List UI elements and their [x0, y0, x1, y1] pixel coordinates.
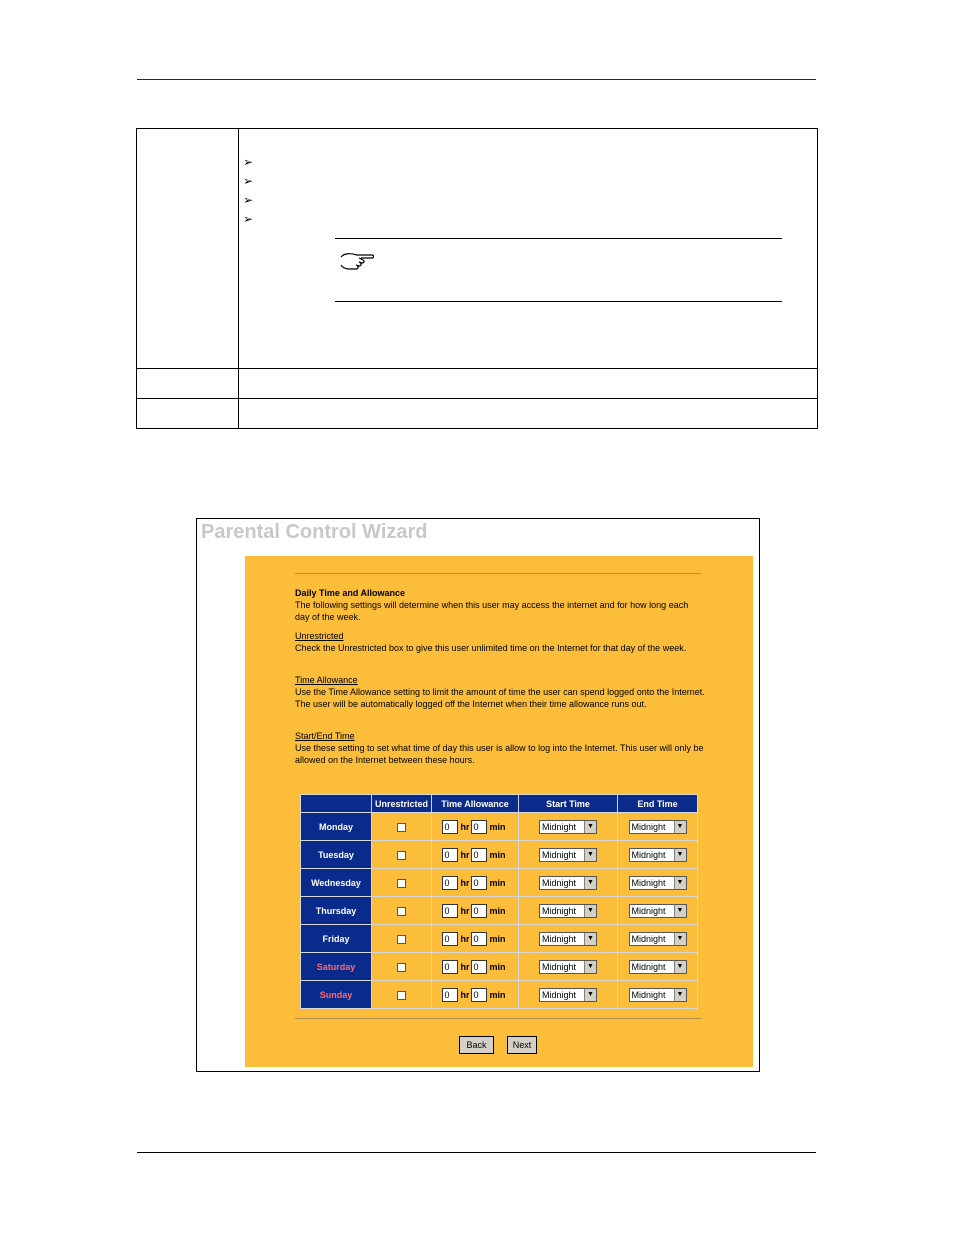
min-label: min — [489, 989, 506, 1000]
start-time-select[interactable] — [539, 960, 597, 974]
time-allowance-text: Use the Time Allowance setting to limit the amount of time the user can spend logged onto the Internet. The user will be automatically logged off the Internet when their time allowance runs out. — [295, 687, 705, 709]
hours-input[interactable]: 0 — [442, 876, 458, 890]
time-allowance-cell — [432, 813, 519, 841]
unrestricted-cell — [372, 953, 432, 981]
end-time-cell — [618, 953, 698, 981]
intro-text: The following settings will determine when this user may access the internet and for how long each day of the week. — [295, 600, 689, 622]
end-time-cell — [618, 925, 698, 953]
end-time-value: Midnight — [631, 877, 666, 888]
unrestricted-cell — [372, 925, 432, 953]
wizard-panel — [245, 556, 753, 1067]
panel-top-rule — [295, 573, 701, 574]
unrestricted-cell — [372, 813, 432, 841]
unrestricted-cell — [372, 869, 432, 897]
start-end-text: Use these setting to set what time of day this user is allow to log into the Internet. This user will only be allowed on the Internet between these hours. — [295, 743, 704, 765]
table-row — [301, 925, 698, 953]
start-end-time-link[interactable]: Start/End Time — [295, 731, 355, 741]
start-time-cell — [519, 869, 618, 897]
dropdown-arrow-icon[interactable]: ▼ — [674, 905, 686, 917]
unrestricted-checkbox[interactable] — [397, 879, 406, 888]
schedule-table — [300, 794, 698, 1009]
end-time-select[interactable] — [629, 932, 687, 946]
day-label: Sunday — [301, 981, 372, 1009]
hours-input[interactable]: 0 — [442, 988, 458, 1002]
arrow-bullet-icon: ➢ — [243, 193, 254, 207]
end-time-select[interactable] — [629, 904, 687, 918]
end-time-select[interactable] — [629, 960, 687, 974]
dropdown-arrow-icon[interactable]: ▼ — [674, 849, 686, 861]
pointing-hand-icon — [339, 247, 375, 273]
time-allowance-cell — [432, 981, 519, 1009]
section-heading: Daily Time and Allowance — [295, 588, 406, 598]
panel-bottom-rule — [295, 1018, 701, 1019]
dropdown-arrow-icon[interactable]: ▼ — [674, 933, 686, 945]
unrestricted-link[interactable]: Unrestricted — [295, 631, 344, 641]
note-bottom-rule — [335, 301, 782, 302]
hr-label: hr — [460, 989, 470, 1000]
end-time-select[interactable] — [629, 988, 687, 1002]
table-row-divider — [137, 398, 817, 399]
dropdown-arrow-icon[interactable]: ▼ — [584, 905, 596, 917]
time-allowance-cell — [432, 869, 519, 897]
header-unrestricted: Unrestricted — [372, 795, 432, 813]
start-time-value: Midnight — [542, 989, 577, 1000]
table-row — [301, 981, 698, 1009]
wizard-title: Parental Control Wizard — [201, 521, 428, 543]
unrestricted-checkbox[interactable] — [397, 991, 406, 1000]
hr-label: hr — [460, 849, 470, 860]
end-time-cell — [618, 869, 698, 897]
dropdown-arrow-icon[interactable]: ▼ — [584, 989, 596, 1001]
hr-label: hr — [460, 961, 470, 972]
dropdown-arrow-icon[interactable]: ▼ — [584, 877, 596, 889]
start-time-cell — [519, 813, 618, 841]
start-time-cell — [519, 841, 618, 869]
start-time-select[interactable] — [539, 820, 597, 834]
end-time-select[interactable] — [629, 820, 687, 834]
header-start-time: Start Time — [519, 795, 618, 813]
unrestricted-help — [295, 630, 705, 654]
end-time-cell — [618, 841, 698, 869]
screenshot-frame — [196, 518, 760, 1072]
start-time-select[interactable] — [539, 876, 597, 890]
end-time-cell — [618, 897, 698, 925]
table-row — [301, 813, 698, 841]
dropdown-arrow-icon[interactable]: ▼ — [674, 961, 686, 973]
dropdown-arrow-icon[interactable]: ▼ — [584, 961, 596, 973]
footer-rule — [137, 1152, 816, 1153]
back-button[interactable]: Back — [459, 1036, 494, 1054]
minutes-input[interactable]: 0 — [471, 904, 487, 918]
start-time-value: Midnight — [542, 877, 577, 888]
day-label: Tuesday — [301, 841, 372, 869]
minutes-input[interactable]: 0 — [471, 988, 487, 1002]
time-allowance-cell — [432, 953, 519, 981]
unrestricted-text: Check the Unrestricted box to give this user unlimited time on the Internet for that day of the week. — [295, 643, 687, 653]
arrow-bullet-icon: ➢ — [243, 174, 254, 188]
hr-label: hr — [460, 933, 470, 944]
dropdown-arrow-icon[interactable]: ▼ — [674, 877, 686, 889]
end-time-value: Midnight — [631, 989, 666, 1000]
table-row — [301, 897, 698, 925]
dropdown-arrow-icon[interactable]: ▼ — [584, 821, 596, 833]
hr-label: hr — [460, 905, 470, 916]
unrestricted-cell — [372, 981, 432, 1009]
end-time-value: Midnight — [631, 905, 666, 916]
start-time-cell — [519, 953, 618, 981]
dropdown-arrow-icon[interactable]: ▼ — [584, 933, 596, 945]
minutes-input[interactable]: 0 — [471, 932, 487, 946]
start-time-select[interactable] — [539, 988, 597, 1002]
dropdown-arrow-icon[interactable]: ▼ — [674, 989, 686, 1001]
hours-input[interactable]: 0 — [442, 848, 458, 862]
day-label: Wednesday — [301, 869, 372, 897]
end-time-select[interactable] — [629, 876, 687, 890]
unrestricted-cell — [372, 897, 432, 925]
start-time-select[interactable] — [539, 932, 597, 946]
start-end-help — [295, 730, 705, 766]
header-rule — [137, 79, 816, 80]
table-column-divider — [238, 129, 239, 428]
time-allowance-cell — [432, 841, 519, 869]
table-row — [301, 841, 698, 869]
table-row — [301, 953, 698, 981]
end-time-cell — [618, 813, 698, 841]
min-label: min — [489, 877, 506, 888]
unrestricted-checkbox[interactable] — [397, 851, 406, 860]
time-allowance-cell — [432, 925, 519, 953]
min-label: min — [489, 933, 506, 944]
header-corner — [301, 795, 372, 813]
arrow-bullet-icon: ➢ — [243, 155, 254, 169]
start-time-cell — [519, 897, 618, 925]
start-time-value: Midnight — [542, 849, 577, 860]
time-allowance-cell — [432, 897, 519, 925]
unrestricted-checkbox[interactable] — [397, 963, 406, 972]
minutes-input[interactable]: 0 — [471, 848, 487, 862]
table-header-row — [301, 795, 698, 813]
dropdown-arrow-icon[interactable]: ▼ — [584, 849, 596, 861]
start-time-cell — [519, 981, 618, 1009]
minutes-input[interactable]: 0 — [471, 876, 487, 890]
time-allowance-link[interactable]: Time Allowance — [295, 675, 358, 685]
intro-block — [295, 587, 705, 623]
hr-label: hr — [460, 821, 470, 832]
arrow-bullet-icon: ➢ — [243, 212, 254, 226]
end-time-value: Midnight — [631, 849, 666, 860]
table-row — [301, 869, 698, 897]
start-time-select[interactable] — [539, 904, 597, 918]
min-label: min — [489, 961, 506, 972]
start-time-value: Midnight — [542, 905, 577, 916]
day-label: Thursday — [301, 897, 372, 925]
day-label: Friday — [301, 925, 372, 953]
hours-input[interactable]: 0 — [442, 820, 458, 834]
time-allowance-help — [295, 674, 705, 710]
min-label: min — [489, 821, 506, 832]
min-label: min — [489, 849, 506, 860]
start-time-value: Midnight — [542, 961, 577, 972]
unrestricted-checkbox[interactable] — [397, 907, 406, 916]
unrestricted-cell — [372, 841, 432, 869]
header-end-time: End Time — [618, 795, 698, 813]
start-time-value: Midnight — [542, 933, 577, 944]
start-time-cell — [519, 925, 618, 953]
end-time-select[interactable] — [629, 848, 687, 862]
end-time-value: Midnight — [631, 961, 666, 972]
start-time-select[interactable] — [539, 848, 597, 862]
start-time-value: Midnight — [542, 821, 577, 832]
unrestricted-checkbox[interactable] — [397, 935, 406, 944]
end-time-value: Midnight — [631, 933, 666, 944]
dropdown-arrow-icon[interactable]: ▼ — [674, 821, 686, 833]
table-row-divider — [137, 368, 817, 369]
end-time-value: Midnight — [631, 821, 666, 832]
next-button[interactable]: Next — [507, 1036, 537, 1054]
hours-input[interactable]: 0 — [442, 960, 458, 974]
end-time-cell — [618, 981, 698, 1009]
note-top-rule — [335, 238, 782, 239]
day-label: Monday — [301, 813, 372, 841]
hr-label: hr — [460, 877, 470, 888]
minutes-input[interactable]: 0 — [471, 960, 487, 974]
minutes-input[interactable]: 0 — [471, 820, 487, 834]
header-time-allowance: Time Allowance — [432, 795, 519, 813]
unrestricted-checkbox[interactable] — [397, 823, 406, 832]
day-label: Saturday — [301, 953, 372, 981]
hours-input[interactable]: 0 — [442, 932, 458, 946]
min-label: min — [489, 905, 506, 916]
hours-input[interactable]: 0 — [442, 904, 458, 918]
document-table — [136, 128, 818, 429]
